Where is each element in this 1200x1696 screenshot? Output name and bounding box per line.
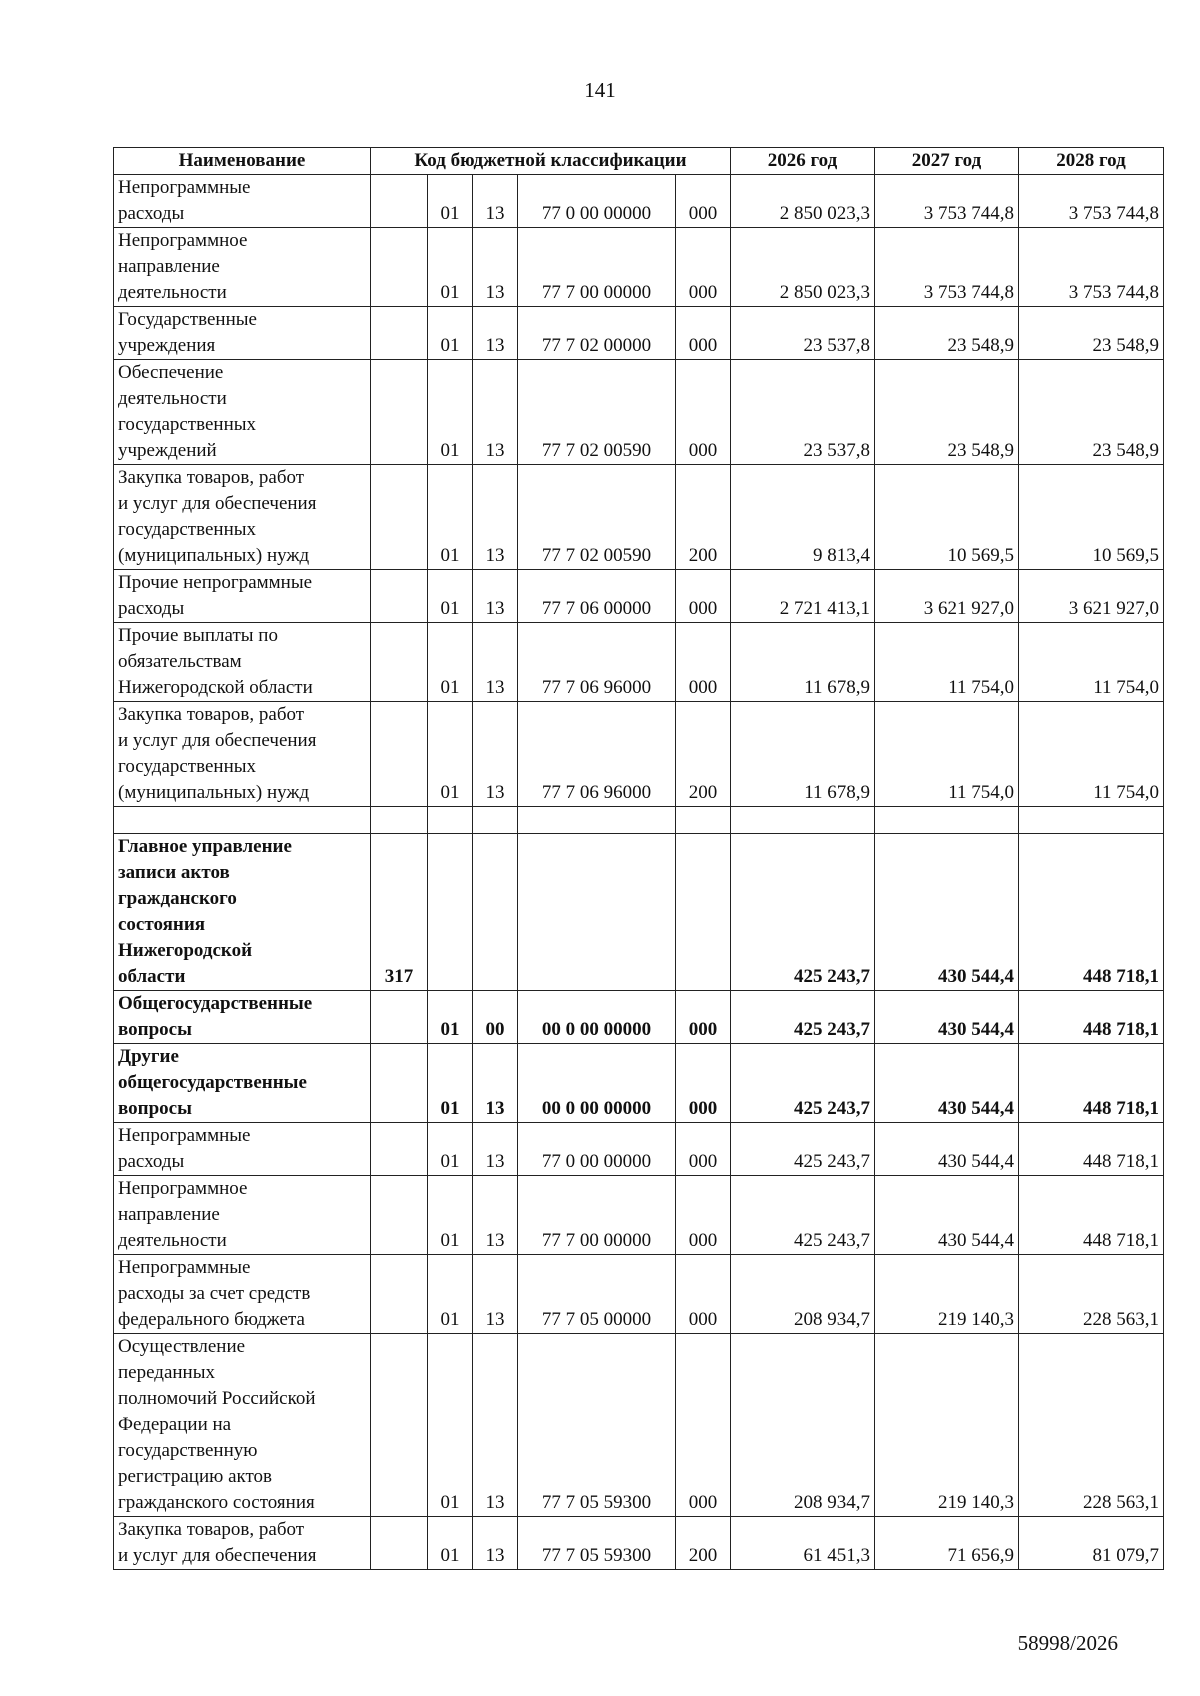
header-code: Код бюджетной классификации <box>371 148 731 175</box>
cell-subsection-code: 00 <box>473 991 518 1044</box>
cell-name: Осуществление переданных полномочий Российской Федерации на государственную регистрацию актов гражданского состояния <box>114 1334 371 1517</box>
cell-target-article: 77 7 02 00590 <box>518 465 676 570</box>
cell-grbs-code <box>371 360 428 465</box>
header-2028: 2028 год <box>1019 148 1164 175</box>
cell-subsection-code: 13 <box>473 360 518 465</box>
cell-grbs-code <box>371 1517 428 1570</box>
cell-amount-2027: 3 753 744,8 <box>875 175 1019 228</box>
cell-amount-2026: 425 243,7 <box>731 1176 875 1255</box>
cell-subsection-code: 13 <box>473 1517 518 1570</box>
cell-section-code: 01 <box>428 1255 473 1334</box>
cell-amount-2026: 425 243,7 <box>731 834 875 991</box>
cell-section-code: 01 <box>428 1334 473 1517</box>
cell-section-code <box>428 834 473 991</box>
table-row <box>114 807 1164 834</box>
cell-subsection-code: 13 <box>473 307 518 360</box>
cell-amount-2026: 208 934,7 <box>731 1334 875 1517</box>
cell-amount-2028: 3 753 744,8 <box>1019 175 1164 228</box>
cell-amount-2026: 425 243,7 <box>731 991 875 1044</box>
cell-subsection-code <box>473 834 518 991</box>
cell-expense-type: 000 <box>676 623 731 702</box>
cell-expense-type: 000 <box>676 570 731 623</box>
cell-amount-2027: 71 656,9 <box>875 1517 1019 1570</box>
table-row <box>114 360 1164 465</box>
table-row <box>114 1044 1164 1123</box>
cell-amount-2026: 2 850 023,3 <box>731 228 875 307</box>
cell-grbs-code <box>371 307 428 360</box>
cell-amount-2028: 23 548,9 <box>1019 360 1164 465</box>
cell-expense-type: 000 <box>676 991 731 1044</box>
cell-amount-2026: 23 537,8 <box>731 360 875 465</box>
cell-section-code: 01 <box>428 465 473 570</box>
cell-amount-2027: 11 754,0 <box>875 623 1019 702</box>
header-2026: 2026 год <box>731 148 875 175</box>
cell-amount-2026: 425 243,7 <box>731 1044 875 1123</box>
cell-name: Непрограммное направление деятельности <box>114 228 371 307</box>
cell-amount-2028: 3 753 744,8 <box>1019 228 1164 307</box>
cell-subsection-code: 13 <box>473 1176 518 1255</box>
cell-amount-2028 <box>1019 807 1164 834</box>
table-row <box>114 570 1164 623</box>
budget-table <box>113 147 1164 1570</box>
cell-section-code: 01 <box>428 1176 473 1255</box>
cell-grbs-code <box>371 807 428 834</box>
cell-expense-type: 000 <box>676 228 731 307</box>
cell-subsection-code: 13 <box>473 702 518 807</box>
cell-amount-2026: 208 934,7 <box>731 1255 875 1334</box>
cell-amount-2028: 11 754,0 <box>1019 702 1164 807</box>
cell-amount-2028: 448 718,1 <box>1019 834 1164 991</box>
cell-expense-type: 000 <box>676 1255 731 1334</box>
cell-target-article <box>518 834 676 991</box>
cell-name: Другие общегосударственные вопросы <box>114 1044 371 1123</box>
cell-expense-type: 200 <box>676 702 731 807</box>
cell-target-article: 00 0 00 00000 <box>518 991 676 1044</box>
cell-amount-2027: 3 753 744,8 <box>875 228 1019 307</box>
cell-expense-type: 000 <box>676 175 731 228</box>
cell-grbs-code <box>371 570 428 623</box>
cell-amount-2027: 23 548,9 <box>875 307 1019 360</box>
cell-amount-2026: 11 678,9 <box>731 623 875 702</box>
cell-amount-2027: 430 544,4 <box>875 1123 1019 1176</box>
header-name: Наименование <box>114 148 371 175</box>
cell-name: Непрограммное направление деятельности <box>114 1176 371 1255</box>
cell-target-article: 77 7 05 59300 <box>518 1334 676 1517</box>
cell-name: Закупка товаров, работ и услуг для обеспечения государственных (муниципальных) нужд <box>114 702 371 807</box>
cell-expense-type <box>676 834 731 991</box>
cell-name: Непрограммные расходы <box>114 1123 371 1176</box>
cell-grbs-code <box>371 623 428 702</box>
cell-target-article: 77 7 02 00590 <box>518 360 676 465</box>
cell-name: Прочие выплаты по обязательствам Нижегородской области <box>114 623 371 702</box>
cell-amount-2027: 11 754,0 <box>875 702 1019 807</box>
cell-expense-type: 000 <box>676 360 731 465</box>
cell-amount-2028: 228 563,1 <box>1019 1255 1164 1334</box>
cell-name: Общегосударственные вопросы <box>114 991 371 1044</box>
cell-subsection-code: 13 <box>473 465 518 570</box>
table-row <box>114 623 1164 702</box>
cell-grbs-code: 317 <box>371 834 428 991</box>
cell-amount-2028: 23 548,9 <box>1019 307 1164 360</box>
cell-amount-2026: 61 451,3 <box>731 1517 875 1570</box>
cell-amount-2028: 81 079,7 <box>1019 1517 1164 1570</box>
cell-expense-type: 000 <box>676 1334 731 1517</box>
cell-grbs-code <box>371 228 428 307</box>
table-row <box>114 465 1164 570</box>
cell-target-article: 00 0 00 00000 <box>518 1044 676 1123</box>
cell-section-code: 01 <box>428 307 473 360</box>
cell-amount-2026: 425 243,7 <box>731 1123 875 1176</box>
cell-section-code: 01 <box>428 1123 473 1176</box>
table-row <box>114 1334 1164 1517</box>
cell-amount-2026: 2 721 413,1 <box>731 570 875 623</box>
cell-name: Закупка товаров, работ и услуг для обеспечения <box>114 1517 371 1570</box>
cell-grbs-code <box>371 1176 428 1255</box>
cell-section-code: 01 <box>428 175 473 228</box>
cell-amount-2026: 2 850 023,3 <box>731 175 875 228</box>
cell-grbs-code <box>371 1255 428 1334</box>
cell-name: Главное управление записи актов гражданского состояния Нижегородской области <box>114 834 371 991</box>
cell-amount-2028: 10 569,5 <box>1019 465 1164 570</box>
cell-amount-2027: 219 140,3 <box>875 1255 1019 1334</box>
cell-amount-2027: 219 140,3 <box>875 1334 1019 1517</box>
header-2027: 2027 год <box>875 148 1019 175</box>
cell-amount-2027: 430 544,4 <box>875 1176 1019 1255</box>
cell-subsection-code: 13 <box>473 228 518 307</box>
cell-grbs-code <box>371 702 428 807</box>
cell-target-article: 77 7 02 00000 <box>518 307 676 360</box>
cell-amount-2028: 448 718,1 <box>1019 1176 1164 1255</box>
cell-subsection-code: 13 <box>473 1334 518 1517</box>
cell-name: Закупка товаров, работ и услуг для обеспечения государственных (муниципальных) нужд <box>114 465 371 570</box>
cell-section-code: 01 <box>428 1517 473 1570</box>
cell-amount-2028: 448 718,1 <box>1019 1044 1164 1123</box>
cell-name: Обеспечение деятельности государственных учреждений <box>114 360 371 465</box>
cell-expense-type <box>676 807 731 834</box>
cell-amount-2027: 430 544,4 <box>875 1044 1019 1123</box>
document-id: 58998/2026 <box>1017 1631 1118 1655</box>
cell-amount-2026 <box>731 807 875 834</box>
table-row <box>114 307 1164 360</box>
cell-amount-2028: 11 754,0 <box>1019 623 1164 702</box>
table-body <box>114 175 1164 1570</box>
page-number: 141 <box>584 78 616 102</box>
table-row <box>114 175 1164 228</box>
table-row <box>114 1255 1164 1334</box>
cell-section-code: 01 <box>428 623 473 702</box>
cell-grbs-code <box>371 991 428 1044</box>
cell-amount-2027: 430 544,4 <box>875 834 1019 991</box>
cell-expense-type: 200 <box>676 465 731 570</box>
table-row <box>114 228 1164 307</box>
cell-grbs-code <box>371 175 428 228</box>
cell-subsection-code: 13 <box>473 623 518 702</box>
cell-target-article: 77 7 05 59300 <box>518 1517 676 1570</box>
cell-grbs-code <box>371 1123 428 1176</box>
cell-amount-2027: 23 548,9 <box>875 360 1019 465</box>
cell-target-article: 77 7 05 00000 <box>518 1255 676 1334</box>
cell-section-code: 01 <box>428 360 473 465</box>
cell-name <box>114 807 371 834</box>
cell-amount-2026: 23 537,8 <box>731 307 875 360</box>
table-header-row <box>114 148 1164 175</box>
table-row <box>114 1176 1164 1255</box>
cell-subsection-code: 13 <box>473 1123 518 1176</box>
cell-subsection-code <box>473 807 518 834</box>
cell-section-code: 01 <box>428 570 473 623</box>
cell-section-code: 01 <box>428 1044 473 1123</box>
cell-amount-2027: 10 569,5 <box>875 465 1019 570</box>
table-row <box>114 702 1164 807</box>
cell-expense-type: 000 <box>676 307 731 360</box>
cell-amount-2026: 11 678,9 <box>731 702 875 807</box>
cell-section-code: 01 <box>428 228 473 307</box>
cell-amount-2027: 3 621 927,0 <box>875 570 1019 623</box>
cell-target-article: 77 0 00 00000 <box>518 1123 676 1176</box>
table-row <box>114 834 1164 991</box>
cell-amount-2028: 228 563,1 <box>1019 1334 1164 1517</box>
cell-amount-2027: 430 544,4 <box>875 991 1019 1044</box>
cell-name: Непрограммные расходы за счет средств федерального бюджета <box>114 1255 371 1334</box>
cell-section-code <box>428 807 473 834</box>
cell-name: Государственные учреждения <box>114 307 371 360</box>
cell-amount-2026: 9 813,4 <box>731 465 875 570</box>
cell-target-article: 77 7 00 00000 <box>518 228 676 307</box>
cell-target-article <box>518 807 676 834</box>
cell-section-code: 01 <box>428 991 473 1044</box>
cell-name: Прочие непрограммные расходы <box>114 570 371 623</box>
cell-subsection-code: 13 <box>473 1044 518 1123</box>
cell-target-article: 77 7 00 00000 <box>518 1176 676 1255</box>
cell-name: Непрограммные расходы <box>114 175 371 228</box>
cell-expense-type: 000 <box>676 1176 731 1255</box>
cell-target-article: 77 7 06 96000 <box>518 623 676 702</box>
cell-expense-type: 000 <box>676 1123 731 1176</box>
cell-amount-2028: 3 621 927,0 <box>1019 570 1164 623</box>
table-row <box>114 1517 1164 1570</box>
cell-subsection-code: 13 <box>473 1255 518 1334</box>
cell-grbs-code <box>371 465 428 570</box>
cell-target-article: 77 7 06 00000 <box>518 570 676 623</box>
cell-target-article: 77 7 06 96000 <box>518 702 676 807</box>
cell-amount-2028: 448 718,1 <box>1019 991 1164 1044</box>
table-row <box>114 991 1164 1044</box>
cell-target-article: 77 0 00 00000 <box>518 175 676 228</box>
cell-grbs-code <box>371 1044 428 1123</box>
cell-amount-2027 <box>875 807 1019 834</box>
cell-expense-type: 000 <box>676 1044 731 1123</box>
cell-amount-2028: 448 718,1 <box>1019 1123 1164 1176</box>
cell-expense-type: 200 <box>676 1517 731 1570</box>
cell-section-code: 01 <box>428 702 473 807</box>
cell-grbs-code <box>371 1334 428 1517</box>
table-row <box>114 1123 1164 1176</box>
cell-subsection-code: 13 <box>473 175 518 228</box>
cell-subsection-code: 13 <box>473 570 518 623</box>
